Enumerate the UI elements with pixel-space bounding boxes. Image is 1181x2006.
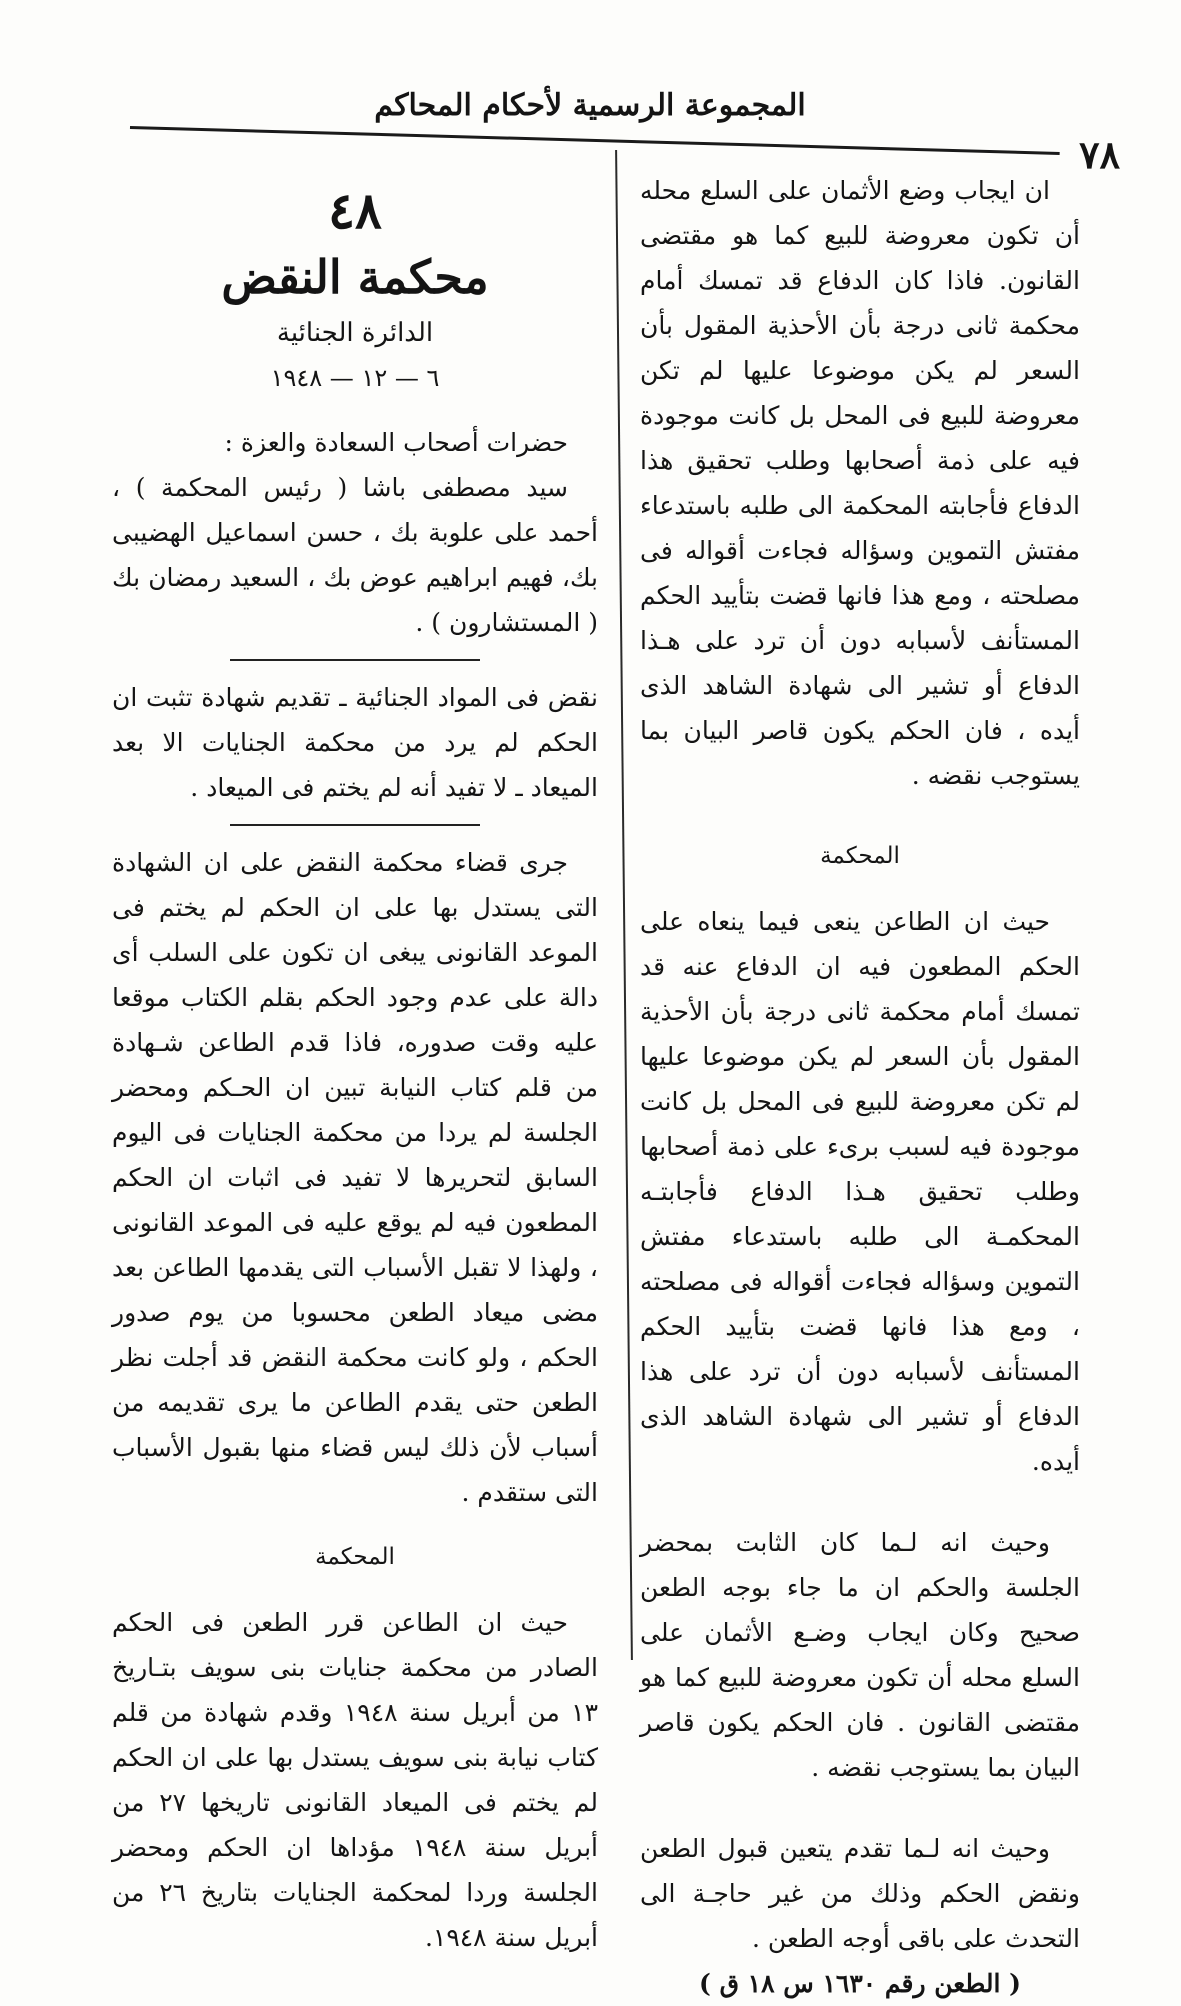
circuit-name: الدائرة الجنائية — [276, 318, 434, 348]
court-name: محكمة النقض — [221, 250, 489, 304]
intro-paragraph: ان ايجاب وضع الأثمان على السلع محله أن تكون معروضة للبيع كما هو مقتضى القانون. فاذا كان الدفاع قد تمسك أمام محكمة ثانى درجة بأن الأحذية المقول بأن السعر لم يكن موضوعا عليها لم تكن معروضة للبيع فى المحل بل كانت موجودة فيه على ذمة أصحابها وطلب تحقيق هذا الدفاع فأجابته المحكمة الى طلبه باستدعاء مفتش التموين وسؤاله فجاءت أقواله فى مصلحته ، ومع هذا فانها قضت بتأييد الحكم المستأنف لأسبابه دون أن ترد على هـذا الدفاع أو تشير الى شهادة الشاهد الذى أيده ، فان الحكم يكون قاصر البيان بما يستوجب نقضه . — [640, 176, 1080, 790]
facts-paragraph: حيث ان الطاعن قرر الطعن فى الحكم الصادر من محكمة جنايات بنى سويف بتـاريخ ١٣ من أبريل سنة ١٩٤٨ وقدم شهادة من قلم كتاب نيابة بنى سويف يستدل بها على ان الحكم لم يختم فى الميعاد القانونى تاريخها ٢٧ من أبريل سنة ١٩٤٨ مؤداها ان الحكم ومحضر الجلسة وردا لمحكمة الجنايات بتاريخ ٢٦ من أبريل سنة ١٩٤٨. — [112, 1608, 598, 1952]
separator-rule — [230, 659, 480, 661]
separator-rule — [230, 824, 480, 826]
case-number: ٤٨ — [328, 181, 382, 240]
header-rule — [130, 126, 1060, 155]
case-date: ٦ — ١٢ — ١٩٤٨ — [270, 364, 440, 392]
court-heading-left: المحكمة — [315, 1544, 395, 1570]
ruling-paragraph-3: وحيث انه لـما تقدم يتعين قبول الطعن ونقض الحكم وذلك من غير حاجـة الى التحدث على باقى أوجه الطعن . — [640, 1834, 1080, 1953]
ruling-paragraph-2: وحيث انه لـما كان الثابت بمحضر الجلسة والحكم ان ما جاء بوجه الطعن صحيح وكان ايجاب وضـع الأثمان على السلع محله أن تكون معروضة للبيع كما هو مقتضى القانون . فان الحكم يكون قاصر البيان بما يستوجب نقضه . — [640, 1528, 1080, 1782]
legal-principle: جرى قضاء محكمة النقض على ان الشهادة التى يستدل بها على ان الحكم لم يختم فى الموعد القانونى يبغى ان تكون على السلب أى دالة على عدم وجود الحكم بقلم الكتاب موقعا عليه وقت صدوره، فاذا قدم الطاعن شـهادة من قلم كتاب النيابة تبين ان الحـكم ومحضر الجلسة لم يردا من محكمة الجنايات فى اليوم السابق لتحريرها لا تفيد فى اثبات ان الحكم المطعون فيه لم يوقع عليه فى الموعد القانونى ، ولهذا لا تقبل الأسباب التى يقدمها الطاعن بعد مضى ميعاد الطعن محسوبا من يوم صدور الحكم ، ولو كانت محكمة النقض قد أجلت نظر الطعن حتى يقدم الطاعن ما يرى تقديمه من أسباب لأن ذلك ليس قضاء منها بقبول الأسباب التى ستقدم . — [112, 848, 598, 1507]
judges-list: سيد مصطفى باشا ( رئيس المحكمة ) ، أحمد على علوبة بك ، حسن اسماعيل الهضيبى بك، فهيم ابراهيم عوض بك ، السعيد رمضان بك ( المستشارون ) . — [112, 473, 598, 637]
case-summary: نقض فى المواد الجنائية ـ تقديم شهادة تثبت ان الحكم لم يرد من محكمة الجنايات الا بعد الميعاد ـ لا تفيد أنه لم يختم فى الميعاد . — [112, 683, 598, 802]
court-heading-right: المحكمة — [820, 843, 900, 869]
judges-intro: حضرات أصحاب السعادة والعزة : — [224, 428, 568, 457]
left-column — [112, 178, 598, 1960]
appeal-reference: ( الطعن رقم ١٦٣٠ س ١٨ ق ) — [699, 1969, 1021, 1998]
right-column — [640, 168, 1080, 2006]
column-divider — [615, 150, 633, 1660]
page-number: ٧٨ — [1079, 132, 1120, 177]
ruling-paragraph-1: حيث ان الطاعن ينعى فيما ينعاه على الحكم المطعون فيه ان الدفاع عنه قد تمسك أمام محكمة ثانى درجة بأن الأحذية المقول بأن السعر لم يكن موضوعا عليها لم تكن معروضة للبيع فى المحل بل كانت موجودة فيه لسبب برىء على ذمة أصحابها وطلب تحقيق هـذا الدفاع فأجابتـه المحكمـة الى طلبه باستدعاء مفتش التموين وسؤاله فجاءت أقواله فى مصلحته ، ومع هذا فانها قضت بتأييد الحكم المستأنف لأسبابه دون أن ترد على هذا الدفاع أو تشير الى شهادة الشاهد الذى أيده. — [640, 907, 1080, 1476]
journal-title: المجموعة الرسمية لأحكام المحاكم — [374, 88, 806, 123]
